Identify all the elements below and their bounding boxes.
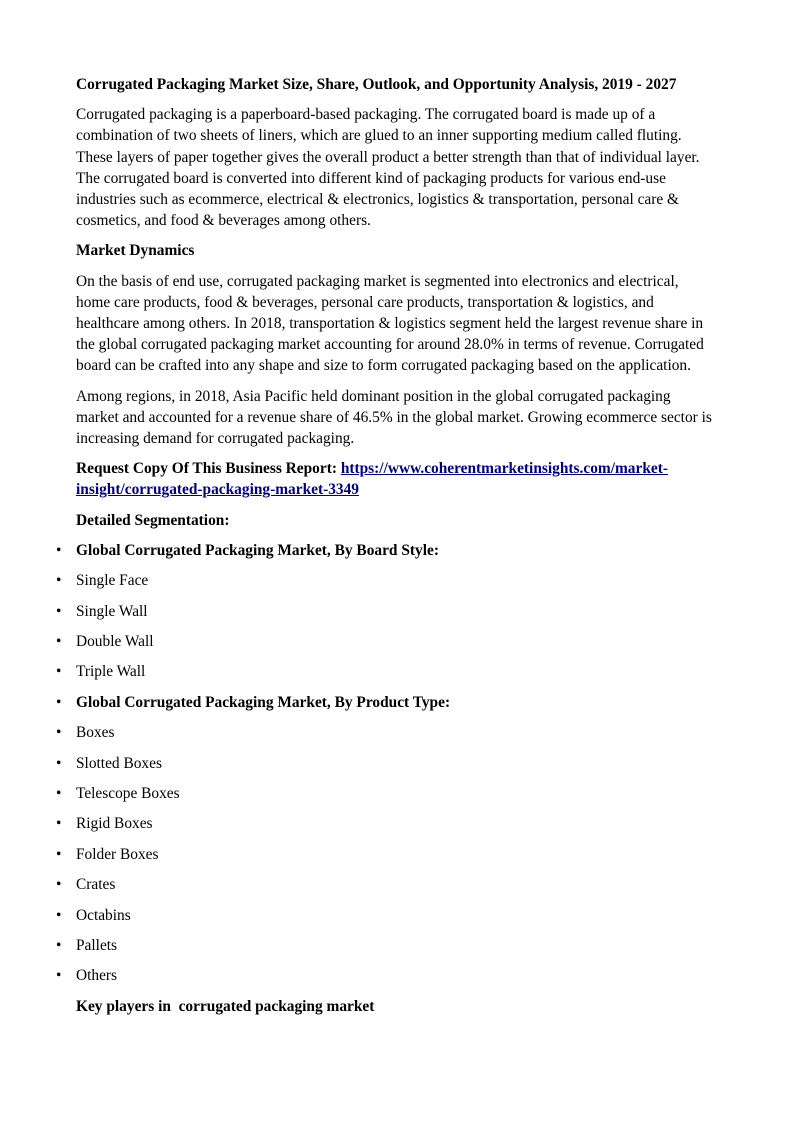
bullet-icon: • bbox=[56, 754, 62, 772]
bullet-icon: • bbox=[56, 815, 62, 833]
bullet-icon: • bbox=[56, 572, 62, 590]
list-item: • Pallets bbox=[76, 935, 716, 956]
list-item: • Octabins bbox=[76, 905, 716, 926]
bullet-icon: • bbox=[56, 906, 62, 924]
request-copy-label: Request Copy Of This Business Report: bbox=[76, 460, 341, 478]
dynamics-paragraph-1: On the basis of end use, corrugated packaging market is segmented into electronics and electrical, home care products, food & beverages, personal care products, transportation & logistics, and healthcare among others. In 2018, transportation & logistics segment held the largest revenue share in the global corrugated packaging market accounting for around 28.0% in terms of revenue. Corrugated board can be crafted into any shape and size to form corrugated packaging based on the application. bbox=[76, 272, 704, 375]
list-item: • Crates bbox=[76, 874, 716, 895]
list-item: • Rigid Boxes bbox=[76, 813, 716, 834]
document-title: Corrugated Packaging Market Size, Share, Outlook, and Opportunity Analysis, 2019 - 2027 bbox=[76, 76, 677, 93]
bullet-icon: • bbox=[56, 845, 62, 863]
bullet-icon: • bbox=[56, 876, 62, 894]
list-item: • Double Wall bbox=[76, 631, 716, 652]
board-style-group-heading: • Global Corrugated Packaging Market, By Board Style: bbox=[76, 540, 716, 561]
bullet-icon: • bbox=[56, 784, 62, 802]
bullet-icon: • bbox=[56, 633, 62, 651]
intro-paragraph: Corrugated packaging is a paperboard-based packaging. The corrugated board is made up of a combination of two sheets of liners, which are glued to an inner supporting medium called fluting. These layers of paper together gives the overall product a better strength than that of individual layer. The corrugated board is converted into different kind of packaging products for various end-use industries such as ecommerce, electrical & electronics, logistics & transportation, personal care & cosmetics, and food & beverages among others. bbox=[76, 106, 700, 230]
bullet-icon: • bbox=[56, 936, 62, 954]
bullet-icon: • bbox=[56, 663, 62, 681]
request-copy-line bbox=[76, 458, 716, 500]
document-page bbox=[56, 74, 716, 1026]
segmentation-list bbox=[56, 540, 716, 987]
report-link[interactable]: https://www.coherentmarketinsights.com/market-insight/corrugated-packaging-market-3349 bbox=[76, 460, 668, 499]
bullet-icon: • bbox=[56, 541, 62, 559]
product-type-group-heading: • Global Corrugated Packaging Market, By Product Type: bbox=[76, 692, 716, 713]
dynamics-paragraph-2: Among regions, in 2018, Asia Pacific held dominant position in the global corrugated packaging market and accounted for a revenue share of 46.5% in the global market. Growing ecommerce sector is increasing demand for corrugated packaging. bbox=[76, 387, 712, 448]
key-players-heading: Key players in corrugated packaging market bbox=[76, 997, 375, 1015]
list-item: • Single Face bbox=[76, 570, 716, 591]
bullet-icon: • bbox=[56, 693, 62, 711]
market-dynamics-heading: Market Dynamics bbox=[76, 242, 195, 260]
list-item: • Single Wall bbox=[76, 601, 716, 622]
list-item: • Triple Wall bbox=[76, 661, 716, 682]
bullet-icon: • bbox=[56, 602, 62, 620]
bullet-icon: • bbox=[56, 724, 62, 742]
detailed-segmentation-heading: Detailed Segmentation: bbox=[76, 511, 230, 529]
list-item: • Folder Boxes bbox=[76, 844, 716, 865]
list-item: • Telescope Boxes bbox=[76, 783, 716, 804]
bullet-icon: • bbox=[56, 967, 62, 985]
list-item: • Boxes bbox=[76, 722, 716, 743]
list-item: • Others bbox=[76, 965, 716, 986]
list-item: • Slotted Boxes bbox=[76, 753, 716, 774]
